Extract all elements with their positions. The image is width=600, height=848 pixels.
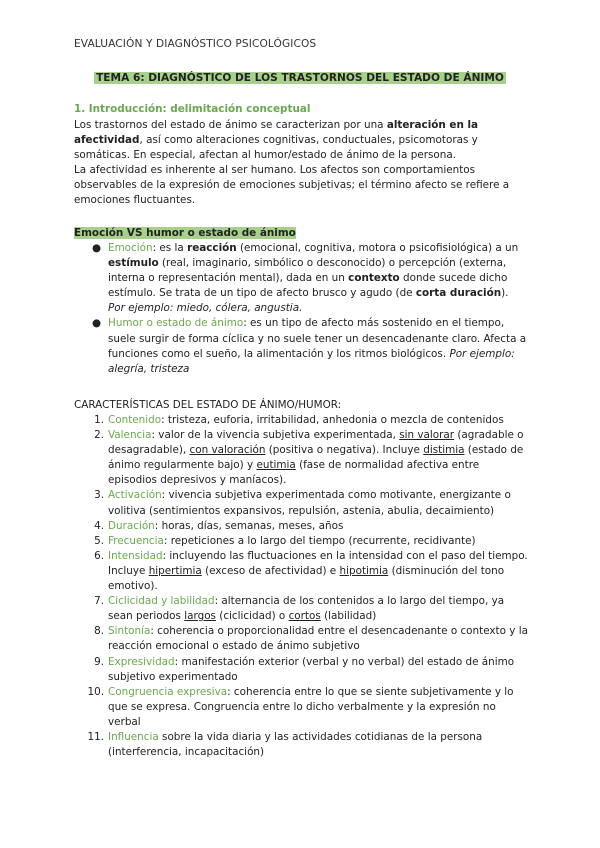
list-item: 9. Expresividad: manifestación exterior (verbal y no verbal) del estado de ánimo subjetivo experimentado — [94, 655, 515, 683]
emotion-bullet-list — [92, 241, 528, 377]
title-text: TEMA 6: DIAGNÓSTICO DE LOS TRASTORNOS DEL ESTADO DE ÁNIMO — [96, 72, 504, 84]
intro-paragraph-2: La afectividad es inherente al ser humano. Los afectos son comportamientos observables de la expresión de emociones subjetivas; el término afecto se refiere a emociones fluctuantes. — [74, 164, 510, 207]
list-item: 7. Ciclicidad y labilidad: alternancia de los contenidos a lo largo del tiempo, ya sean periodos largos (ciclicidad) o cortos (labilidad) — [94, 595, 505, 623]
bullet-icon: ● — [92, 242, 102, 254]
list-item: 1. Contenido: tristeza, euforia, irritabilidad, anhedonia o mezcla de contenidos — [94, 414, 504, 426]
list-item: 8. Sintonía: coherencia o proporcionalidad entre el desencadenante o contexto y la reacción emocional o estado de ánimo subjetivo — [94, 625, 529, 653]
list-item: 10. Congruencia expresiva: coherencia entre lo que se siente subjetivamente y lo que se expresa. Congruencia entre lo dicho verbalmente y la expresión no verbal — [87, 685, 514, 728]
list-item: ● Emoción: es la reacción (emocional, cognitiva, motora o psicofisiológica) a un estímulo (real, imaginario, simbólico o desconocido) o percepción (externa, interna o representación mental), dada en un contexto donde sucede dicho estímulo. Se trata de un tipo de afecto brusco y agudo (de corta duración). Por ejemplo: miedo, cólera, angustia. — [92, 242, 519, 315]
page-title — [0, 71, 600, 86]
characteristics-heading: CARACTERÍSTICAS DEL ESTADO DE ÁNIMO/HUMOR: — [74, 399, 342, 411]
list-item: 11. Influencia sobre la vida diaria y las actividades cotidianas de la persona (interferencia, incapacitación) — [87, 730, 483, 759]
intro-paragraph-1: Los trastornos del estado de ánimo se caracterizan por una alteración en la afectividad, así como alteraciones cognitivas, conductuales, psicomotoras y somáticas. En especial, afectan al humor/estado de ánimo de la persona. — [74, 119, 479, 162]
list-item: 3. Activación: vivencia subjetiva experimentada como motivante, energizante o volitiva (sentimientos expansivos, repulsión, astenia, abulia, decaimiento) — [94, 489, 511, 517]
list-item: 4. Duración: horas, días, semanas, meses, años — [94, 519, 344, 532]
list-item: ● Humor o estado de ánimo: es un tipo de afecto más sostenido en el tiempo, suele surgir de forma cíclica y no suele tener un desencadenante claro. Afecta a funciones como el sueño, la alimentación y los ritmos biológicos. Por ejemplo: alegría, tristeza — [92, 317, 527, 375]
section-heading-emotion: Emoción VS humor o estado de ánimo — [74, 227, 296, 239]
list-item: 6. Intensidad: incluyendo las fluctuaciones en la intensidad con el paso del tiempo. Incluye hipertimia (exceso de afectividad) e hipotimia (disminución del tono emotivo). — [94, 549, 528, 593]
section-heading-intro: 1. Introducción: delimitación conceptual — [74, 103, 311, 115]
intro-paragraphs — [74, 118, 534, 209]
document-header: EVALUACIÓN Y DIAGNÓSTICO PSICOLÓGICOS — [74, 38, 317, 50]
bullet-icon: ● — [92, 317, 102, 330]
list-item: 2. Valencia: valor de la vivencia subjetiva experimentada, sin valorar (agradable o desagradable), con valoración (positiva o negativa). Incluye distimia (estado de ánimo regularmente bajo) y eutimia (fase de normalidad afectiva entre episodios depresivos y maníacos). — [94, 429, 524, 487]
characteristics-list — [87, 413, 530, 760]
list-item: 5. Frecuencia: repeticiones a lo largo del tiempo (recurrente, recidivante) — [94, 534, 476, 547]
